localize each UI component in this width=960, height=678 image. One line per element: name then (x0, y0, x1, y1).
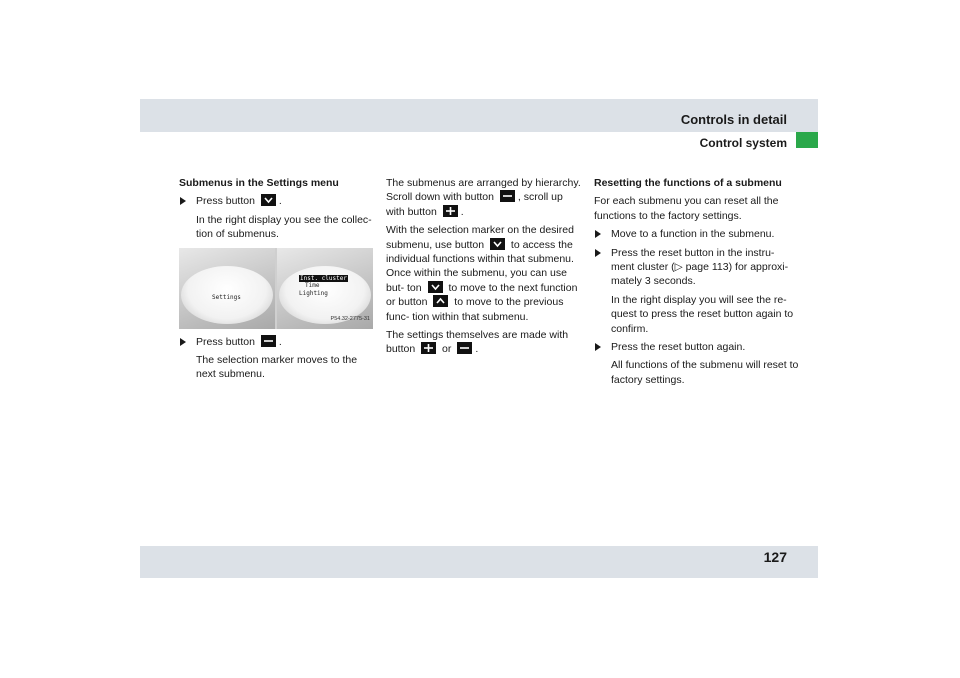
step-press-minus-button: Press button . (179, 335, 379, 349)
minus-key-icon (500, 190, 515, 202)
section-color-tab (796, 132, 818, 148)
minus-key-icon (261, 335, 276, 347)
up-arrow-key-icon (433, 295, 448, 307)
down-arrow-key-icon (261, 194, 276, 206)
submenu-item: Lighting (299, 289, 328, 297)
plus-key-icon (421, 342, 436, 354)
reset-heading: Resetting the functions of a submenu (594, 177, 782, 189)
left-display (179, 248, 275, 329)
footer-band (140, 546, 818, 578)
section-title: Controls in detail (680, 112, 787, 127)
submenus-heading: Submenus in the Settings menu (179, 177, 339, 189)
step-description: The selection marker moves to the next submenu. (196, 354, 358, 381)
step-description: All functions of the submenu will reset to factory settings. (611, 359, 799, 386)
minus-key-icon (457, 342, 472, 354)
paragraph-hierarchy: The submenus are arranged by hierarchy. Scroll down with button , scroll up with button . (386, 177, 581, 218)
page-number: 127 (763, 549, 787, 565)
step-press-down-button: Press button . (179, 194, 379, 208)
column-1 (179, 176, 379, 386)
column-2 (386, 176, 582, 361)
section-subtitle: Control system (699, 136, 787, 150)
figure-code: P54.32-2775-31 (330, 316, 370, 323)
plus-key-icon (443, 205, 458, 217)
step-press-reset-again: Press the reset button again. (594, 340, 799, 354)
right-display (277, 248, 373, 329)
step-description: In the right display you will see the re- quest to press the reset button again to confirm. (611, 293, 794, 335)
down-arrow-key-icon (428, 281, 443, 293)
step-move-to-function: Move to a function in the submenu. (594, 227, 799, 241)
step-description: In the right display you see the collec- tion of submenus. (196, 213, 372, 241)
down-arrow-key-icon (490, 238, 505, 250)
instrument-cluster-figure (179, 248, 373, 329)
settings-label: Settings (212, 293, 241, 301)
submenu-item: Time (305, 282, 320, 290)
step-press-reset: Press the reset button in the instru- ment cluster (▷ page 113) for approxi- mately 3 seconds. (594, 246, 799, 289)
column-3 (594, 176, 799, 391)
paragraph-settings-made: The settings themselves are made with button or . (386, 329, 569, 356)
paragraph-selection-marker: With the selection marker on the desired submenu, use button to access the individual functions within that submenu. Once within the submenu, you can use but- ton to move to the next function or button to move to the previous func- tion within that submenu. (386, 224, 578, 323)
submenu-item-selected: Inst. cluster (300, 274, 347, 282)
reset-intro: For each submenu you can reset all the functions to the factory settings. (594, 195, 779, 222)
